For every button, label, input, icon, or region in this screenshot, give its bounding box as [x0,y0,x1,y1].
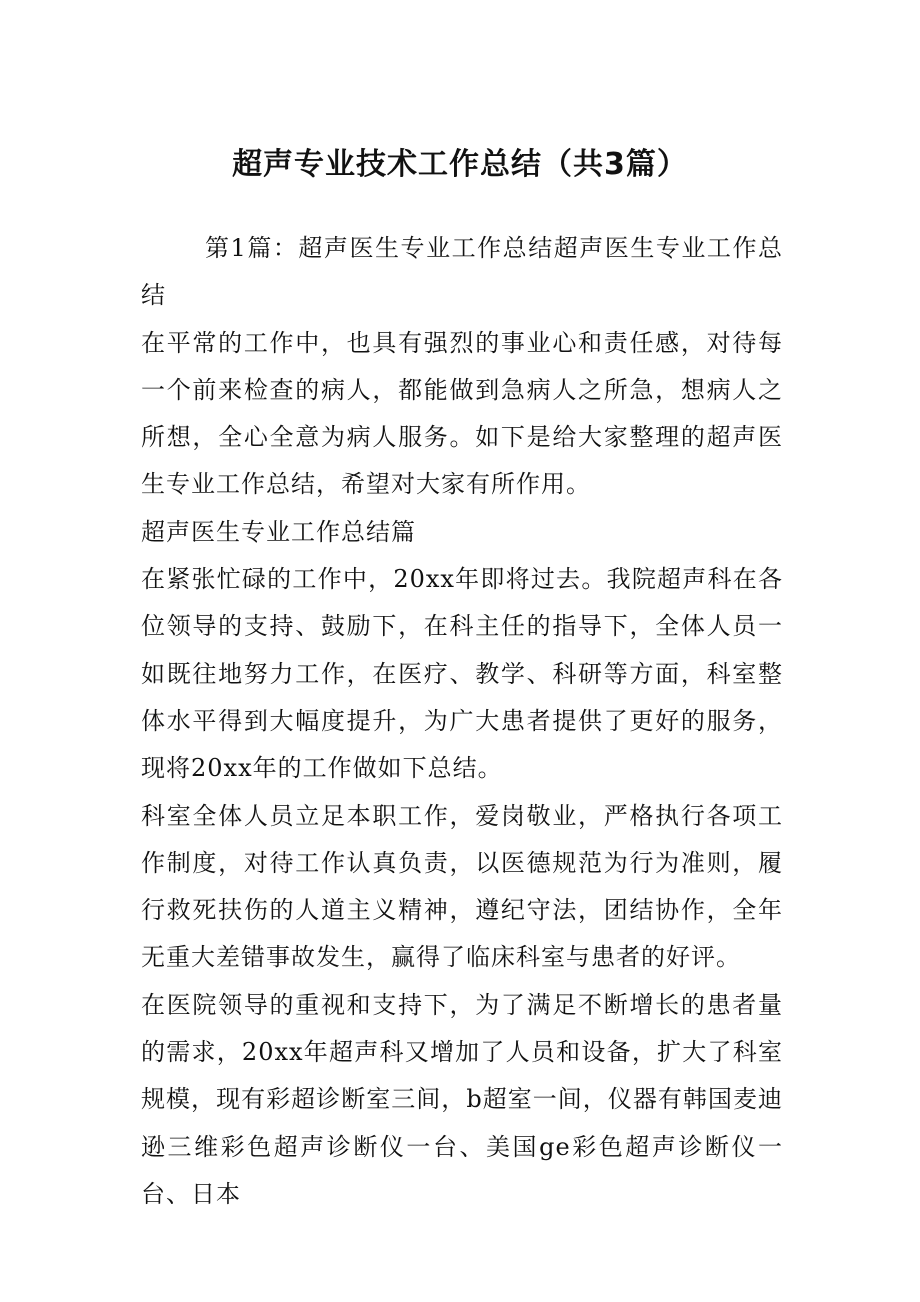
section-heading: 第1篇：超声医生专业工作总结超声医生专业工作总结 [141,234,783,310]
paragraph: 在医院领导的重视和支持下，为了满足不断增长的患者量的需求，20xx年超声科又增加了人员和设备，扩大了科室规模，现有彩超诊断室三间，b超室一间，仪器有韩国麦迪逊三维彩色超声诊断仪一台、美国ge彩色超声诊断仪一台、日本 [141,990,783,1208]
subsection-heading: 超声医生专业工作总结篇 [141,517,416,546]
paragraph: 在紧张忙碌的工作中，20xx年即将过去。我院超声科在各位领导的支持、鼓励下，在科主任的指导下，全体人员一如既往地努力工作，在医疗、教学、科研等方面，科室整体水平得到大幅度提升，为广大患者提供了更好的服务，现将20xx年的工作做如下总结。 [141,565,783,783]
document-title: 超声专业技术工作总结（共3篇） [232,147,688,182]
paragraph: 在平常的工作中，也具有强烈的事业心和责任感，对待每一个前来检查的病人，都能做到急病人之所急，想病人之所想，全心全意为病人服务。如下是给大家整理的超声医生专业工作总结，希望对大家有所作用。 [141,328,783,499]
paragraph: 科室全体人员立足本职工作，爱岗敬业，严格执行各项工作制度，对待工作认真负责，以医德规范为行为准则，履行救死扶伤的人道主义精神，遵纪守法，团结协作，全年无重大差错事故发生，赢得了临床科室与患者的好评。 [141,801,783,972]
document-body [141,225,783,1218]
